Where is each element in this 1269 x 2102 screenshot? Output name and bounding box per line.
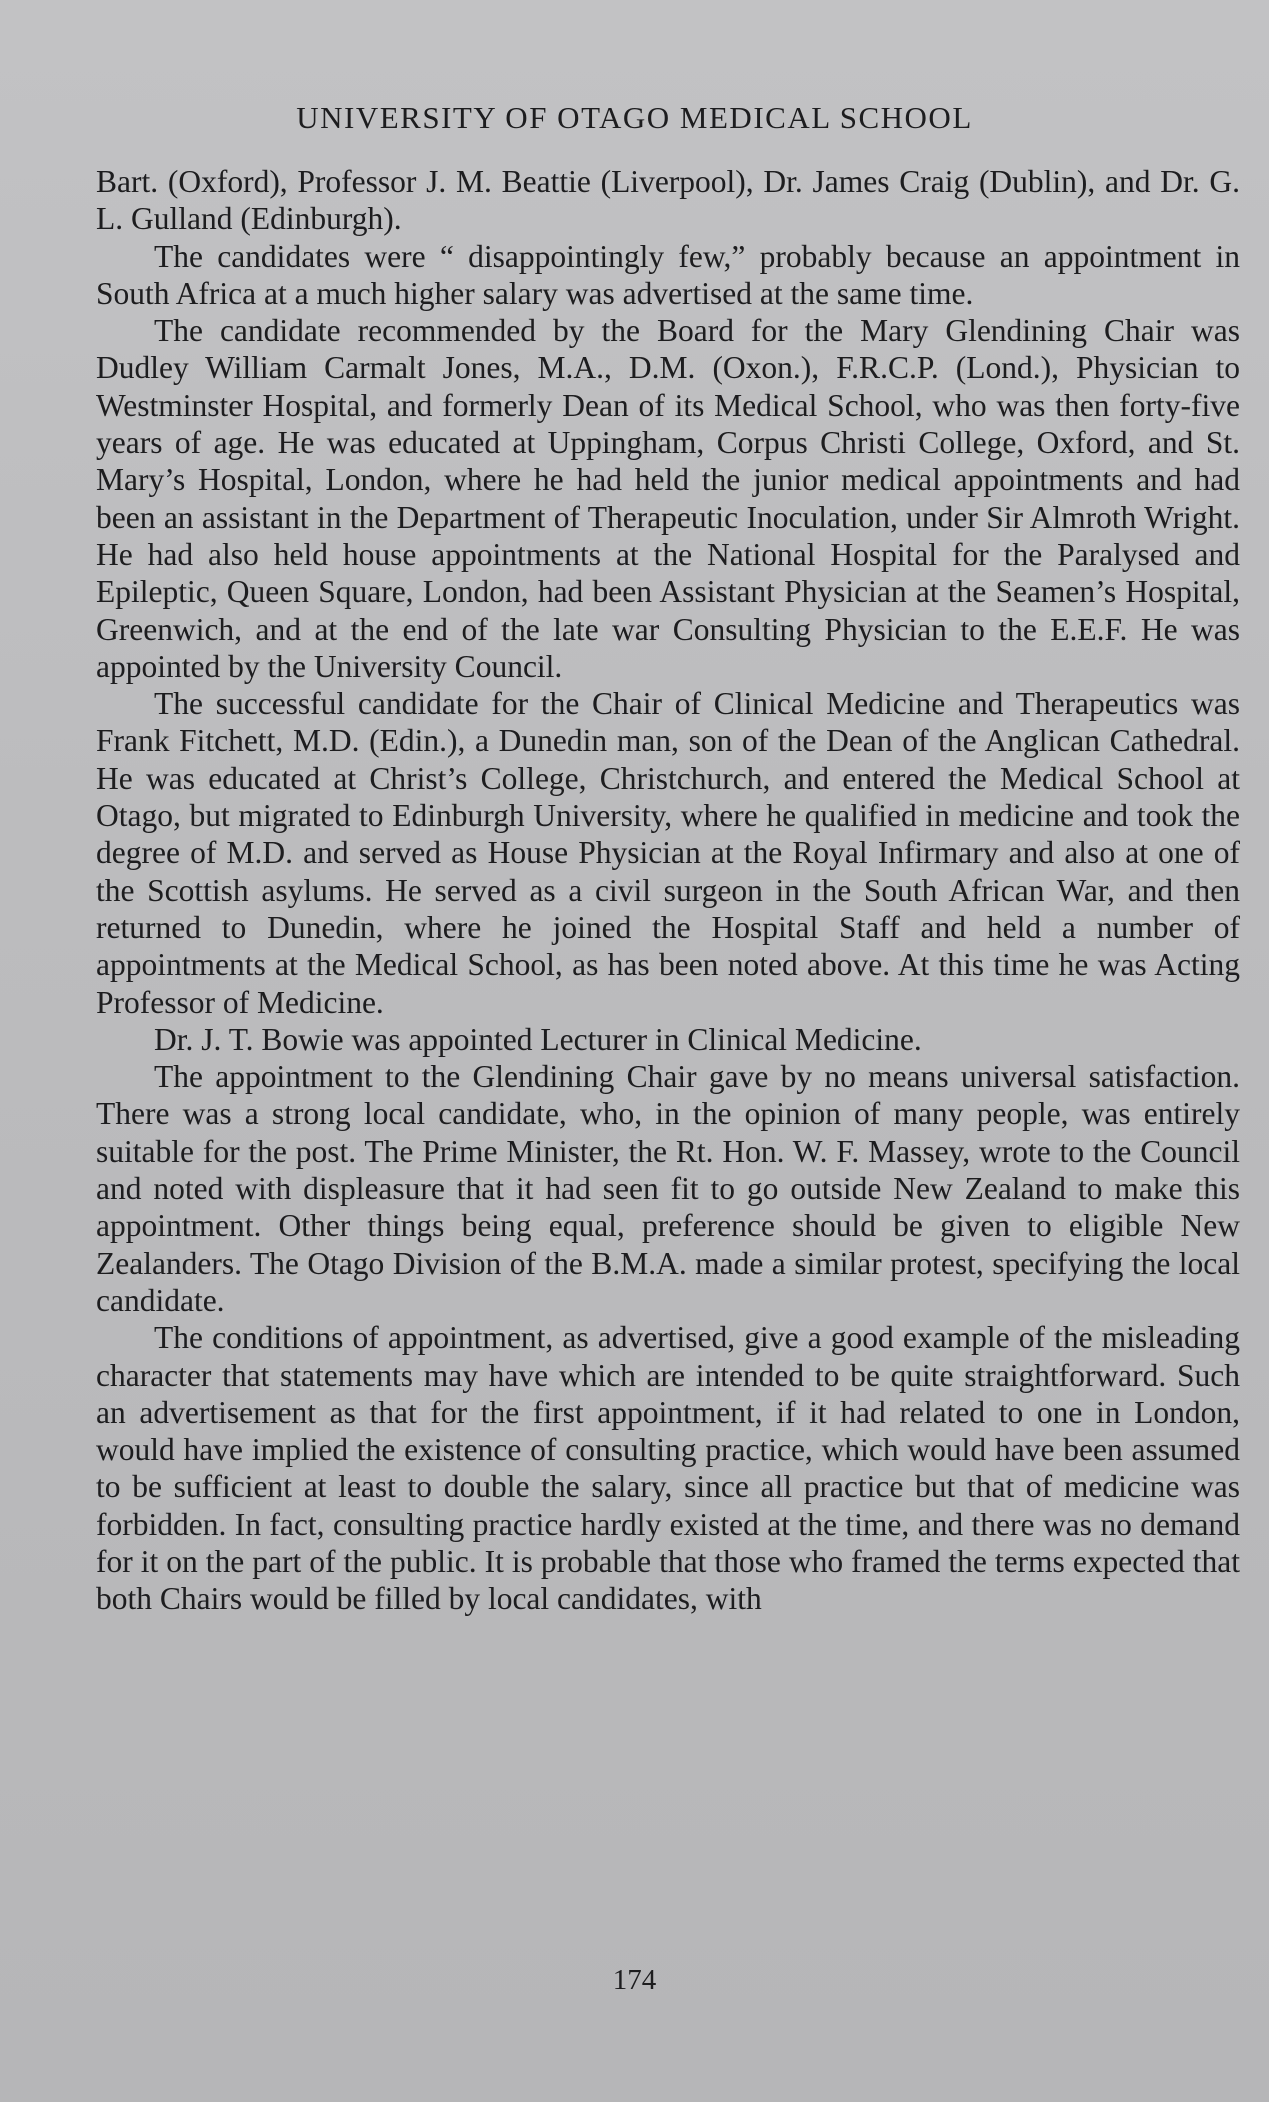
page-number: 174: [612, 1964, 657, 1996]
body-text: [96, 163, 1240, 1618]
paragraph: The appointment to the Glendining Chair gave by no means universal satisfaction. There was a strong local candidate, who, in the opinion of many people, was entirely suitable for the post. The Prime Minister, the Rt. Hon. W. F. Massey, wrote to the Council and noted with displeasure that it had seen fit to go outside New Zealand to make this appointment. Other things being equal, preference should be given to eligible New Zealanders. The Otago Division of the B.M.A. made a similar protest, specifying the local candidate.: [96, 1059, 1240, 1318]
paragraph: Bart. (Oxford), Professor J. M. Beattie (Liverpool), Dr. James Craig (Dublin), and Dr. G. L. Gulland (Edinburgh).: [96, 164, 1240, 237]
paragraph: Dr. J. T. Bowie was appointed Lecturer in Clinical Medicine.: [154, 1021, 922, 1057]
running-head: UNIVERSITY OF OTAGO MEDICAL SCHOOL: [296, 100, 973, 135]
paragraph: The successful candidate for the Chair of Clinical Medicine and Therapeutics was Frank Fitchett, M.D. (Edin.), a Dunedin man, son of the Dean of the Anglican Cathedral. He was educated at Christ’s College, Christchurch, and entered the Medical School at Otago, but migrated to Edinburgh University, where he qualified in medicine and took the degree of M.D. and served as House Physician at the Royal Infirmary and also at one of the Scottish asylums. He served as a civil surgeon in the South African War, and then returned to Dunedin, where he joined the Hospital Staff and held a number of appointments at the Medical School, as has been noted above. At this time he was Acting Professor of Medicine.: [96, 686, 1240, 1020]
paragraph: The candidates were “ disappointingly few,” probably because an appointment in South Africa at a much higher salary was advertised at the same time.: [96, 238, 1240, 311]
paragraph: The candidate recommended by the Board for the Mary Glendining Chair was Dudley William Carmalt Jones, M.A., D.M. (Oxon.), F.R.C.P. (Lond.), Physician to Westminster Hospital, and formerly Dean of its Medical School, who was then forty-five years of age. He was educated at Uppingham, Corpus Christi College, Oxford, and St. Mary’s Hospital, London, where he had held the junior medical appointments and had been an assistant in the Department of Therapeutic Inoculation, under Sir Almroth Wright. He had also held house appointments at the National Hospital for the Paralysed and Epileptic, Queen Square, London, had been Assistant Physician at the Seamen’s Hospital, Greenwich, and at the end of the late war Consulting Physician to the E.E.F. He was appointed by the University Council.: [96, 313, 1240, 684]
paragraph: The conditions of appointment, as advertised, give a good example of the misleading character that statements may have which are intended to be quite straightforward. Such an advertisement as that for the first appointment, if it had related to one in London, would have implied the existence of consulting practice, which would have been assumed to be sufficient at least to double the salary, since all practice but that of medicine was forbidden. In fact, consulting practice hardly existed at the time, and there was no demand for it on the part of the public. It is probable that those who framed the terms expected that both Chairs would be filled by local candidates, with: [96, 1320, 1240, 1617]
